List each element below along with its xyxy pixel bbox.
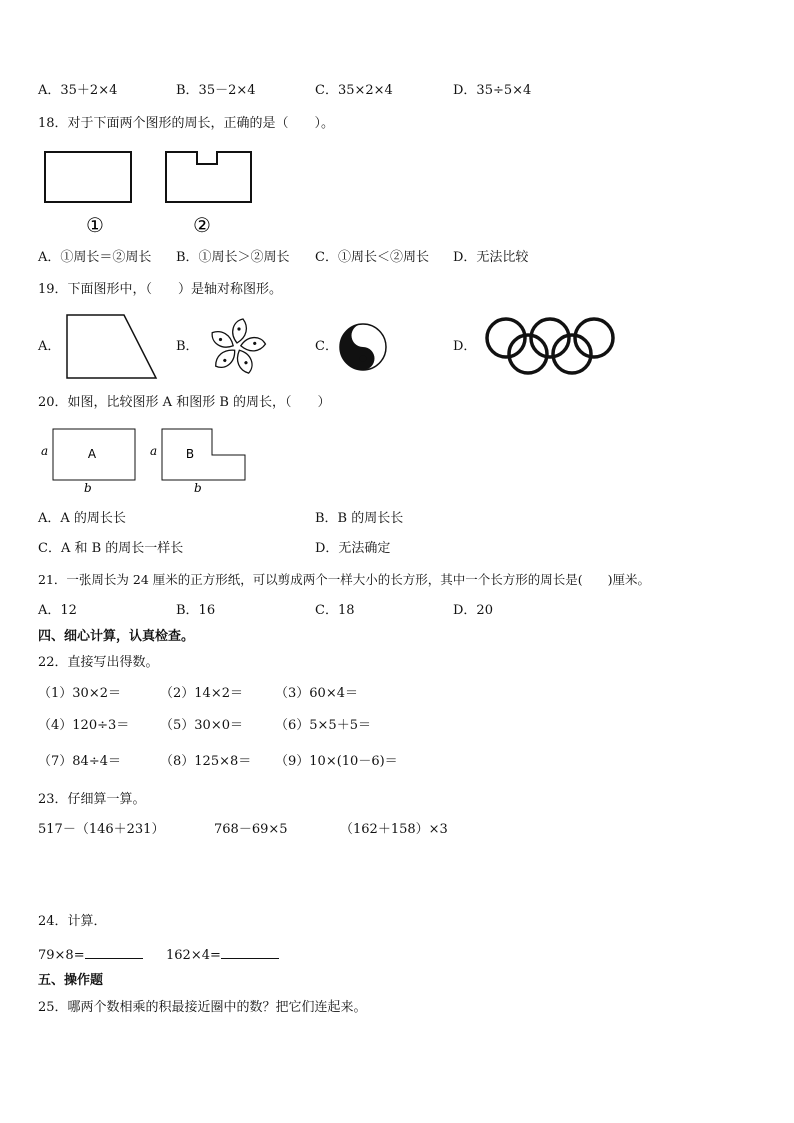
- q17-option-a: A．35＋2×4: [38, 83, 118, 98]
- q18-option-c: C．①周长＜②周长: [315, 250, 429, 265]
- q20-option-c: C．A 和 B 的周长一样长: [38, 541, 184, 556]
- fig-label-1: ①: [86, 213, 104, 237]
- q20-option-d: D．无法确定: [315, 541, 391, 556]
- q22-item-6: （6）5×5＋5＝: [275, 718, 371, 733]
- q19-option-d: D．: [453, 339, 477, 354]
- q24-answer-blank-2[interactable]: [221, 946, 279, 959]
- section-4-title: 四、细心计算，认真检查。: [38, 629, 195, 644]
- q21-option-c: C．18: [315, 603, 355, 618]
- yin-yang-icon: [338, 322, 388, 372]
- q21-option-a: A．12: [38, 603, 77, 618]
- q21-stem: 21．一张周长为 24 厘米的正方形纸，可以剪成两个一样大小的长方形，其中一个长方形的周长是( )厘米。: [38, 572, 651, 587]
- q19-option-a: A．: [38, 339, 61, 354]
- q22-item-1: （1）30×2＝: [38, 686, 121, 701]
- fig-label-2: ②: [193, 213, 211, 237]
- q19-option-c: C．: [315, 339, 338, 354]
- q18-option-b: B．①周长＞②周长: [176, 250, 290, 265]
- q17-option-c: C．35×2×4: [315, 83, 393, 98]
- q17-option-b: B．35－2×4: [176, 83, 256, 98]
- q23-item-2: 768－69×5: [214, 822, 288, 837]
- q20-figures: [38, 428, 250, 496]
- figure-a-side-a: a: [41, 444, 49, 458]
- q22-stem: 22．直接写出得数。: [38, 655, 159, 670]
- q22-item-2: （2）14×2＝: [160, 686, 243, 701]
- q21-option-b: B．16: [176, 603, 216, 618]
- q24-item-2: [166, 946, 279, 964]
- q20-option-a: A．A 的周长长: [38, 511, 126, 526]
- q24-item-2-expr: 162×4=: [166, 948, 221, 963]
- q18-stem: 18．对于下面两个图形的周长，正确的是（ ）。: [38, 116, 335, 131]
- bauhinia-flower-icon: [206, 316, 268, 378]
- q18-figures: [44, 150, 254, 235]
- q22-item-4: （4）120÷3＝: [38, 718, 130, 733]
- q21-option-d: D．20: [453, 603, 493, 618]
- figure-b-shape: [162, 429, 245, 480]
- figure-a-label: A: [87, 447, 97, 461]
- q17-option-d: D．35÷5×4: [453, 83, 532, 98]
- q24-answer-blank-1[interactable]: [85, 946, 143, 959]
- q24-item-1-expr: 79×8=: [38, 948, 85, 963]
- q23-item-1: 517－（146＋231）: [38, 822, 165, 837]
- olympic-rings-icon: [484, 316, 618, 378]
- q25-stem: 25．哪两个数相乘的积最接近圈中的数？把它们连起来。: [38, 1000, 367, 1015]
- notched-figure-2: [166, 152, 251, 202]
- q22-item-5: （5）30×0＝: [160, 718, 243, 733]
- figure-b-side-b: b: [194, 481, 202, 495]
- section-5-title: 五、操作题: [38, 973, 104, 988]
- q19-option-b: B．: [176, 339, 199, 354]
- q23-item-3: （162＋158）×3: [340, 822, 448, 837]
- figure-b-side-a: a: [150, 444, 158, 458]
- q20-option-b: B．B 的周长长: [315, 511, 404, 526]
- q22-item-7: （7）84÷4＝: [38, 754, 121, 769]
- q18-option-d: D．无法比较: [453, 250, 529, 265]
- q22-item-8: （8）125×8＝: [160, 754, 252, 769]
- q24-stem: 24．计算．: [38, 914, 107, 929]
- q19-stem: 19．下面图形中，（ ）是轴对称图形。: [38, 282, 283, 297]
- figure-b-label: B: [185, 447, 195, 461]
- q22-item-9: （9）10×(10－6)＝: [275, 754, 398, 769]
- q23-stem: 23．仔细算一算。: [38, 792, 146, 807]
- q24-item-1: [38, 946, 143, 964]
- q18-option-a: A．①周长＝②周长: [38, 250, 152, 265]
- rectangle-figure-1: [45, 152, 131, 202]
- figure-a-side-b: b: [84, 481, 92, 495]
- trapezoid-figure: [66, 314, 158, 380]
- q22-item-3: （3）60×4＝: [275, 686, 358, 701]
- q20-stem: 20．如图，比较图形 A 和图形 B 的周长，（ ）: [38, 395, 331, 410]
